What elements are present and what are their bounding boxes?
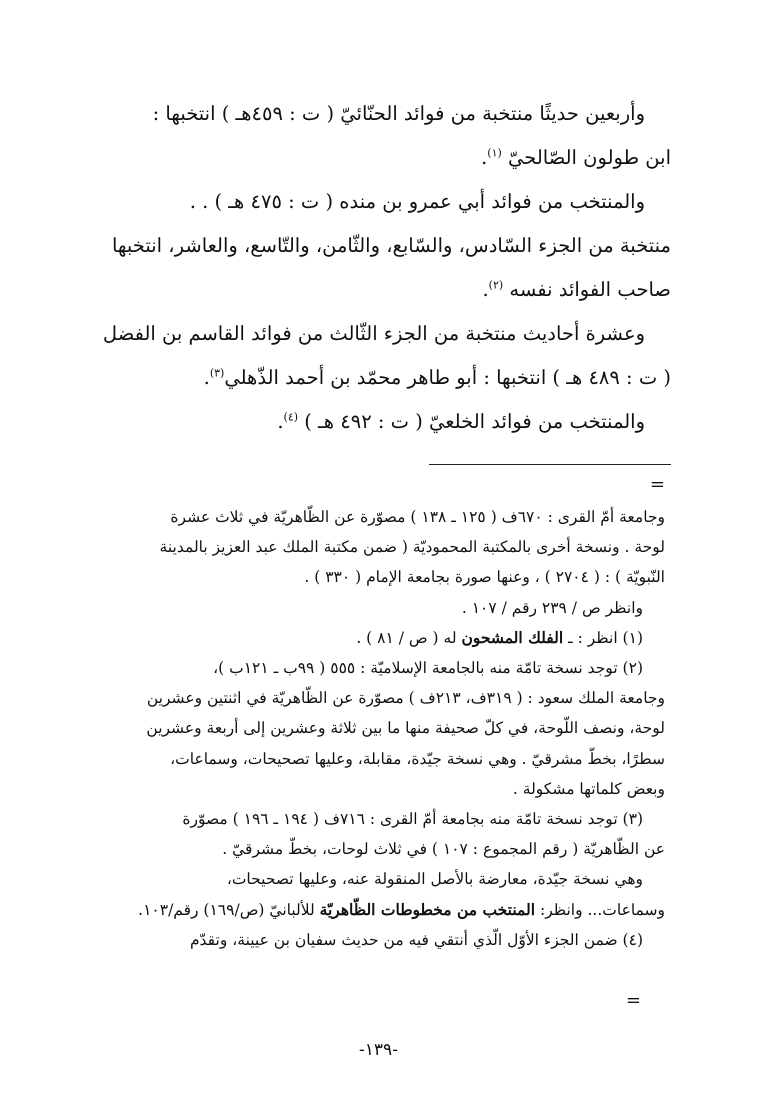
main-line <box>86 356 671 400</box>
main-line: والمنتخب من فوائد أبي عمرو بن منده ( ت : ٤٧٥ هـ ) . . <box>189 190 645 213</box>
footnote-2: (٢) توجد نسخة تامّة منه بالجامعة الإسلاميّة : ٥٥٥ ( ٩٩ب ـ ١٢١ب )، <box>213 659 643 678</box>
footnote-ref: (١) <box>487 146 502 160</box>
footnote-line: وبعض كلماتها مشكولة . <box>512 779 665 798</box>
continuation-mark-bottom: = <box>625 990 641 1011</box>
line-end: . <box>203 366 210 389</box>
footnote-text: له ( ص / ٨١ ) . <box>356 628 457 647</box>
main-line: منتخبة من الجزء السّادس، والسّابع، والثّامن، والتّاسع، والعاشر، انتخبها <box>111 234 671 257</box>
main-line-text: والمنتخب من فوائد الخلعيّ ( ت : ٤٩٢ هـ ) <box>304 410 645 433</box>
footnote-ref: (٢) <box>488 278 504 292</box>
footnotes <box>86 502 665 955</box>
footnote-line: النّبويّة ) : ( ٢٧٠٤ ) ، وعنها صورة بجامعة الإمام ( ٣٣٠ ) . <box>304 568 665 587</box>
line-end: . <box>482 278 489 301</box>
continuation-mark-top: = <box>649 474 665 495</box>
footnote-text: للألبانيّ (ص/١٦٩) رقم/١٠٣. <box>138 900 315 919</box>
main-line-text: صاحب الفوائد نفسه <box>509 278 671 301</box>
footnote-line: وانظر ص / ٢٣٩ رقم / ١٠٧ . <box>461 598 643 617</box>
footnote-line <box>86 895 665 925</box>
footnote-3: (٣) توجد نسخة تامّة منه بجامعة أمّ القرى : ٧١٦ف ( ١٩٤ ـ ١٩٦ ) مصوّرة <box>182 810 643 829</box>
book-title: المنتخب من مخطوطات الظّاهريّة <box>319 899 536 919</box>
main-text <box>86 92 671 444</box>
footnote-line: وجامعة أمّ القرى : ٦٧٠ف ( ١٢٥ ـ ١٣٨ ) مصوّرة عن الظّاهريّة في ثلاث عشرة <box>170 508 665 526</box>
book-title: الفلك المشحون <box>461 627 564 647</box>
footnote-4: (٤) ضمن الجزء الأوّل الّذي أنتقي فيه من حديث سفيان بن عيينة، وتقدّم <box>189 930 643 949</box>
page-number: -١٣٩- <box>359 1040 398 1060</box>
footnote-separator <box>429 464 671 465</box>
main-line <box>86 400 671 444</box>
line-end: . <box>277 410 284 433</box>
main-line: وأربعين حديثًا منتخبة من فوائد الحنّائيّ ( ت : ٤٥٩هـ ) انتخبها : <box>152 102 645 125</box>
footnote-line: وهي نسخة جيّدة، معارضة بالأصل المنقولة عنه، وعليها تصحيحات، <box>226 870 643 889</box>
footnote-line: سطرًا، بخطّ مشرقيّ . وهي نسخة جيّدة، مقابلة، وعليها تصحيحات، وسماعات، <box>170 749 665 768</box>
main-line: وعشرة أحاديث منتخبة من الجزء الثّالث من فوائد القاسم بن الفضل <box>102 322 645 345</box>
footnote-ref: (٤) <box>283 410 299 424</box>
footnote-line: عن الظّاهريّة ( رقم المجموع : ١٠٧ ) في ثلاث لوحات، بخطّ مشرقيّ . <box>222 840 665 859</box>
footnote-text: (١) انظر : ـ <box>568 628 643 647</box>
main-line <box>86 268 671 312</box>
footnote-1 <box>86 623 665 653</box>
line-end: . <box>481 146 488 169</box>
main-line-text: ابن طولون الصّالحيّ <box>507 146 671 169</box>
footnote-line: وجامعة الملك سعود : ( ٣١٩ف، ٢١٣ف ) مصوّرة عن الظّاهريّة في اثنتين وعشرين <box>146 689 665 708</box>
footnote-line: لوحة، ونصف اللّوحة، في كلّ صحيفة منها ما بين ثلاثة وعشرين إلى أربعة وعشرين <box>146 719 665 738</box>
footnote-text: وسماعات... وانظر: <box>539 900 665 919</box>
footnote-ref: (٣) <box>209 366 225 380</box>
main-line <box>86 136 671 180</box>
main-line-text: ( ت : ٤٨٩ هـ ) انتخبها : أبو طاهر محمّد بن أحمد الذّهلي <box>224 366 671 389</box>
footnote-line: لوحة . ونسخة أخرى بالمكتبة المحموديّة ( ضمن مكتبة الملك عبد العزيز بالمدينة <box>159 538 665 557</box>
